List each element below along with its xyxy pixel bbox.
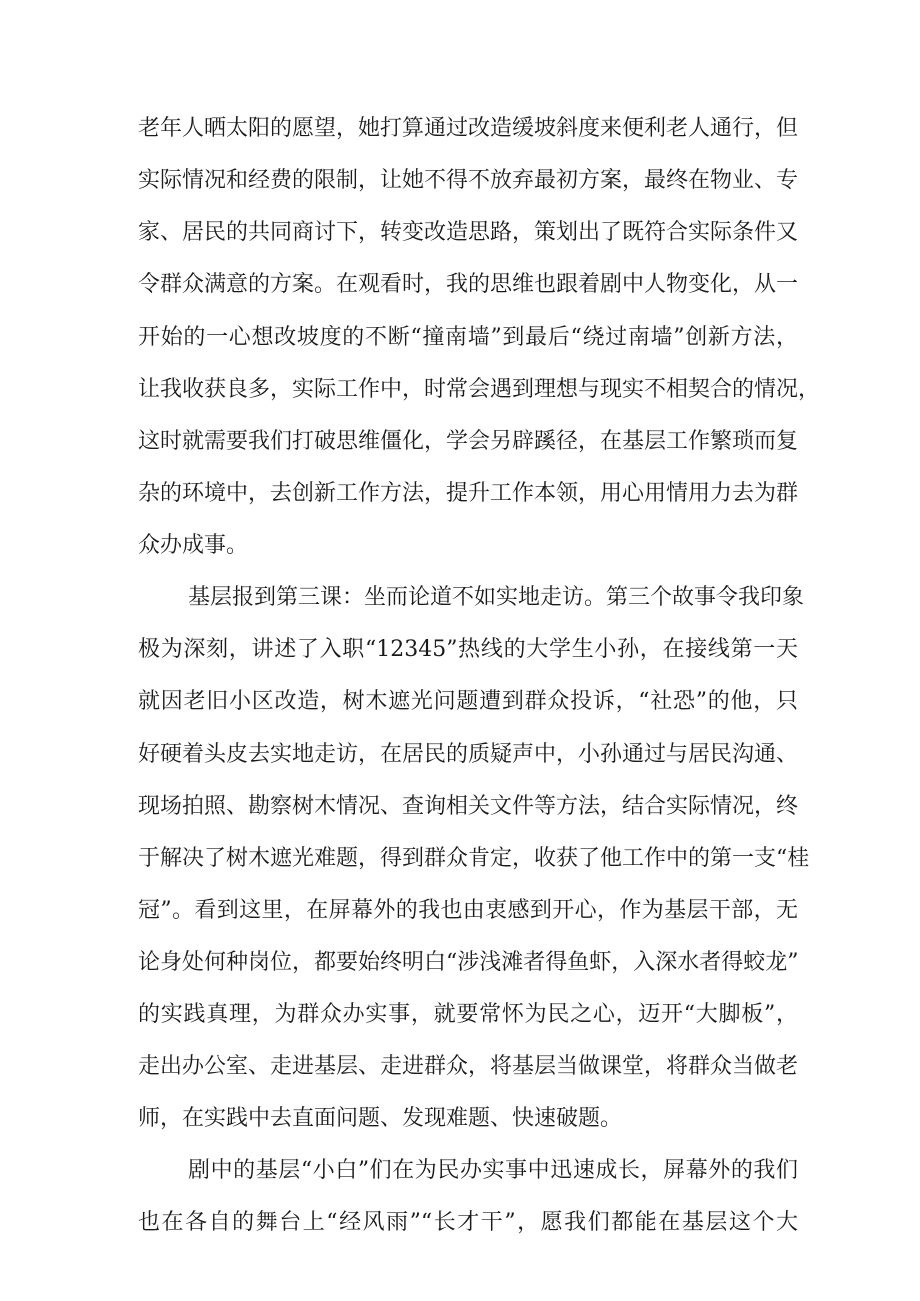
text-line: 于解决了树木遮光难题，得到群众肯定，收获了他工作中的第一支“桂 xyxy=(138,846,810,871)
text-line: 这时就需要我们打破思维僵化，学会另辟蹊径，在基层工作繁琐而复 xyxy=(138,429,799,454)
text-line: 就因老旧小区改造，树木遮光问题遭到群众投诉，“社恐”的他，只 xyxy=(138,689,798,714)
text-line: 现场拍照、勘察树木情况、查询相关文件等方法，结合实际情况，终 xyxy=(138,794,799,819)
text-line: 实际情况和经费的限制，让她不得不放弃最初方案，最终在物业、专 xyxy=(138,168,799,193)
paragraph-end-line: 众办成事。 xyxy=(138,533,249,558)
text-line: 的实践真理，为群众办实事，就要常怀为民之心，迈开“大脚板”， xyxy=(138,1002,798,1027)
paragraph-end-line: 师，在实践中去直面问题、发现难题、快速破题。 xyxy=(138,1106,623,1131)
paragraph-first-line: 基层报到第三课：坐而论道不如实地走访。第三个故事令我印象 xyxy=(188,585,805,610)
text-line: 杂的环境中，去创新工作方法，提升工作本领，用心用情用力去为群 xyxy=(138,481,799,506)
text-line: 论身处何种岗位，都要始终明白“涉浅滩者得鱼虾，入深水者得蛟龙” xyxy=(138,950,799,975)
text-line: 家、居民的共同商讨下，转变改造思路，策划出了既符合实际条件又 xyxy=(138,220,799,245)
text-line: 也在各自的舞台上“经风雨”“长才干”，愿我们都能在基层这个大 xyxy=(138,1210,798,1235)
text-line: 走出办公室、走进基层、走进群众，将基层当做课堂，将群众当做老 xyxy=(138,1054,799,1079)
text-line: 让我收获良多，实际工作中，时常会遇到理想与现实不相契合的情况， xyxy=(138,377,821,402)
text-line: 好硬着头皮去实地走访，在居民的质疑声中，小孙通过与居民沟通、 xyxy=(138,742,799,767)
text-line: 老年人晒太阳的愿望，她打算通过改造缓坡斜度来便利老人通行，但 xyxy=(138,116,799,141)
paragraph-first-line: 剧中的基层“小白”们在为民办实事中迅速成长，屏幕外的我们 xyxy=(188,1158,798,1183)
text-line: 冠”。看到这里，在屏幕外的我也由衷感到开心，作为基层干部，无 xyxy=(138,898,798,923)
text-line: 开始的一心想改坡度的不断“撞南墙”到最后“绕过南墙”创新方法， xyxy=(138,325,798,350)
text-line: 令群众满意的方案。在观看时，我的思维也跟着剧中人物变化，从一 xyxy=(138,272,799,297)
text-line: 极为深刻，讲述了入职“12345”热线的大学生小孙，在接线第一天 xyxy=(138,637,798,662)
